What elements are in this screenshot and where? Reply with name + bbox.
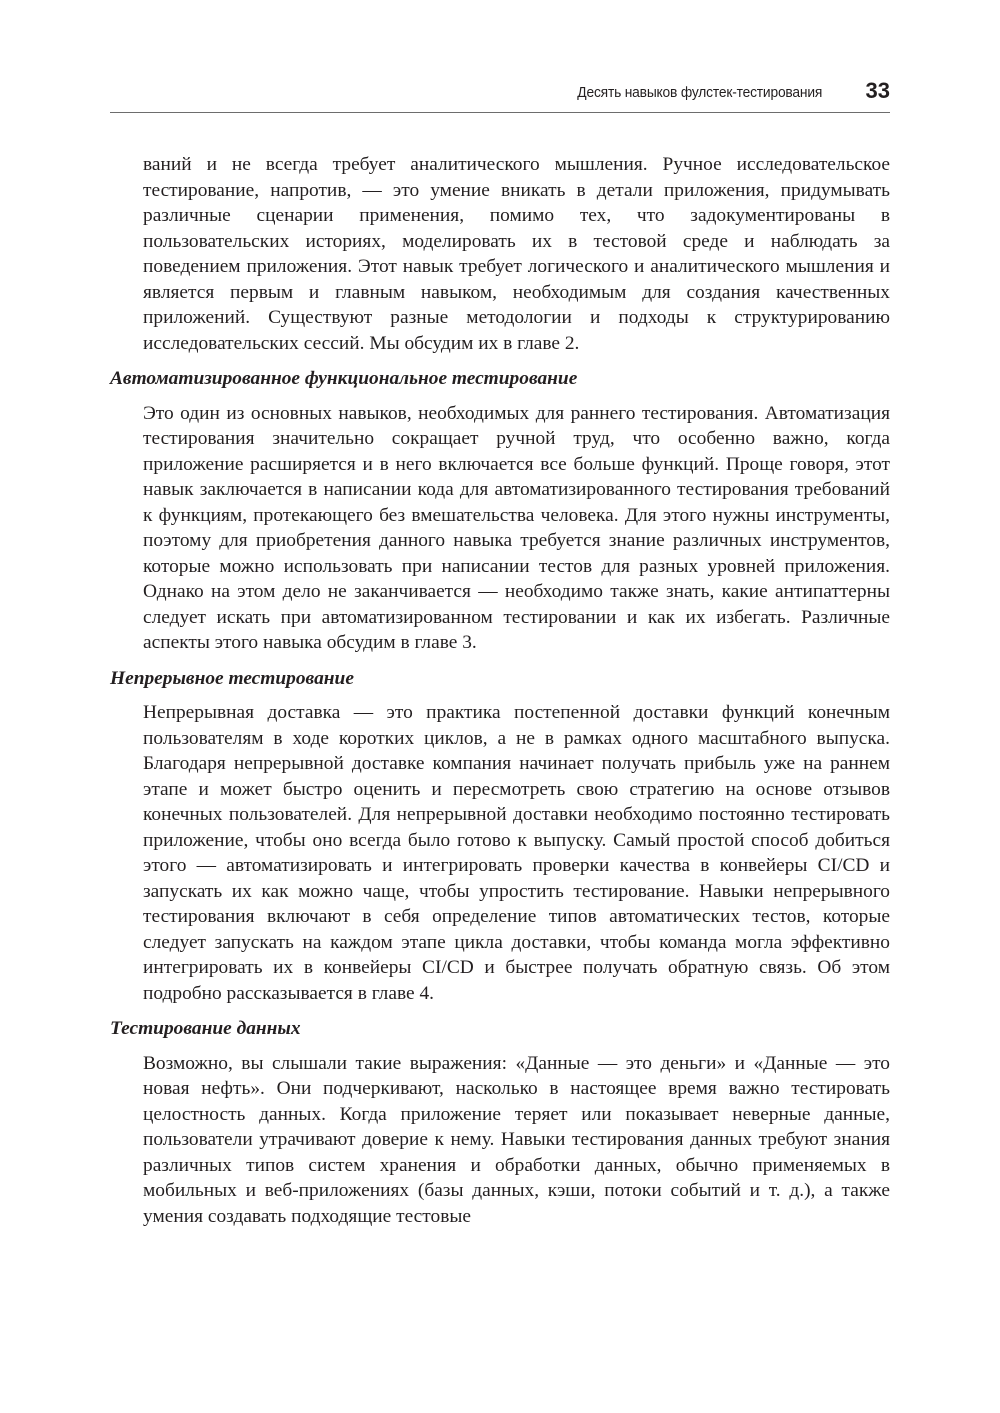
running-header	[110, 76, 890, 113]
section-heading-continuous-testing: Непрерывное тестирование	[110, 667, 354, 689]
page-body	[110, 152, 890, 1229]
automated-testing-paragraph: Это один из основных навыков, необходимых для раннего тестирования. Автоматизация тестирования значительно сокращает ручной труд, что особенно важно, когда приложение расширяется и в него включается все больше функций. Проще говоря, этот навык заключается в написании кода для автоматизированного тестирования требований к функциям, протекающего без вмешательства человека. Для этого нужны инструменты, поэтому для приобретения данного навыка требуется знание различных инструментов, которые можно использовать при написании тестов для разных уровней приложения. Однако на этом дело не заканчивается — необходимо также знать, какие антипаттерны следует искать при автоматизированном тестировании и как их избегать. Различные аспекты этого навыка обсудим в главе 3.	[143, 402, 890, 653]
page-number: 33	[865, 78, 890, 103]
intro-paragraph: ваний и не всегда требует аналитического мышления. Ручное исследовательское тестирование, напротив, — это умение вникать в детали приложения, придумывать различные сценарии применения, помимо тех, что задокументированы в пользовательских историях, моделировать их в тестовой среде и наблюдать за поведением приложения. Этот навык требует логического и аналитического мышления и является первым и главным навыком, необходимым для создания качественных приложений. Существуют разные методологии и подходы к структурированию исследовательских сессий. Мы обсудим их в главе 2.	[143, 154, 890, 354]
data-testing-paragraph: Возможно, вы слышали такие выражения: «Данные — это деньги» и «Данные — это новая нефть». Они подчеркивают, насколько в настоящее время важно тестировать целостность данных. Когда приложение теряет или показывает неверные данные, пользователи утрачивают доверие к нему. Навыки тестирования данных требуют знания различных типов систем хранения и обработки данных, обычно применяемых в мобильных и веб-приложениях (базы данных, кэши, потоки событий и т. д.), а также умения создавать подходящие тестовые	[143, 1052, 890, 1227]
section-heading-automated-testing: Автоматизированное функциональное тестирование	[110, 368, 578, 389]
running-title: Десять навыков фулстек-тестирования	[577, 84, 822, 101]
section-heading-data-testing: Тестирование данных	[110, 1018, 301, 1039]
continuous-testing-paragraph: Непрерывная доставка — это практика постепенной доставки функций конечным пользователям в ходе коротких циклов, а не в рамках одного масштабного выпуска. Благодаря непрерывной доставке компания начинает получать прибыль уже на раннем этапе и может быстро оценить и пересмотреть свою стратегию на основе отзывов конечных пользователей. Для непрерывной доставки необходимо постоянно тестировать приложение, чтобы оно всегда было готово к выпуску. Самый простой способ добиться этого — автоматизировать и интегрировать проверки качества в конвейеры CI/CD и запускать их как можно чаще, чтобы упростить тестирование. Навыки непрерывного тестирования включают в себя определение типов автоматических тестов, которые следует запускать на каждом этапе цикла доставки, чтобы команда могла эффективно интегрировать их в конвейеры CI/CD и быстрее получать обратную связь. Об этом подробно рассказывается в главе 4.	[143, 702, 890, 1004]
